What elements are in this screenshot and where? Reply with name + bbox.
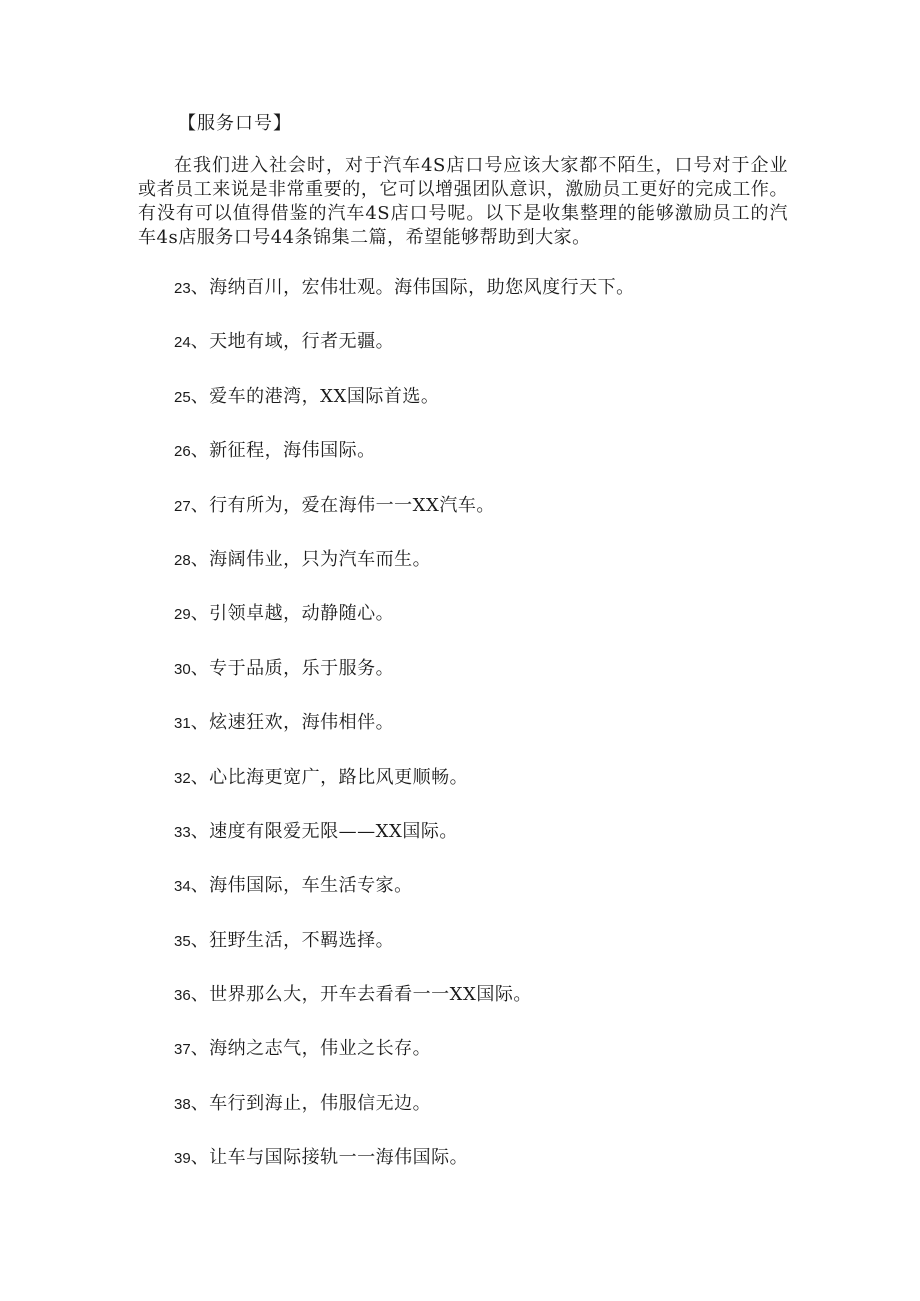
slogan-number: 26 xyxy=(174,443,191,461)
section-heading: 【服务口号】 xyxy=(178,113,292,134)
list-item xyxy=(174,1092,635,1146)
slogan-number: 30 xyxy=(174,660,191,678)
slogan-number: 32 xyxy=(174,769,191,787)
slogan-number: 27 xyxy=(174,497,191,515)
slogan-text: 、车行到海止，伟服信无边。 xyxy=(190,1092,432,1114)
slogan-list xyxy=(174,276,635,1201)
slogan-text: 、狂野生活，不羁选择。 xyxy=(190,929,395,951)
slogan-number: 25 xyxy=(174,388,191,406)
slogan-text: 、世界那么大，开车去看看一一XX国际。 xyxy=(190,984,532,1006)
list-item xyxy=(174,276,635,330)
slogan-text: 、心比海更宽广，路比风更顺畅。 xyxy=(190,766,469,788)
slogan-text: 、行有所为，爱在海伟一一XX汽车。 xyxy=(190,494,495,516)
list-item xyxy=(174,766,635,820)
slogan-text: 、让车与国际接轨一一海伟国际。 xyxy=(190,1147,469,1169)
slogan-number: 36 xyxy=(174,987,191,1005)
slogan-text: 、海伟国际，车生活专家。 xyxy=(190,875,413,897)
list-item xyxy=(174,330,635,384)
slogan-number: 28 xyxy=(174,551,191,569)
list-item xyxy=(174,983,635,1037)
slogan-text: 、速度有限爱无限——XX国际。 xyxy=(190,820,458,842)
list-item xyxy=(174,494,635,548)
list-item xyxy=(174,1146,635,1200)
slogan-number: 38 xyxy=(174,1095,191,1113)
list-item xyxy=(174,385,635,439)
list-item xyxy=(174,657,635,711)
slogan-number: 39 xyxy=(174,1150,191,1168)
slogan-text: 、专于品质，乐于服务。 xyxy=(190,657,395,679)
slogan-text: 、炫速狂欢，海伟相伴。 xyxy=(190,712,395,734)
list-item xyxy=(174,602,635,656)
slogan-number: 33 xyxy=(174,823,191,841)
slogan-text: 、海阔伟业，只为汽车而生。 xyxy=(190,548,432,570)
list-item xyxy=(174,874,635,928)
list-item xyxy=(174,439,635,493)
slogan-number: 24 xyxy=(174,334,191,352)
list-item xyxy=(174,548,635,602)
slogan-number: 23 xyxy=(174,280,191,297)
slogan-text: 、海纳百川，宏伟壮观。海伟国际，助您风度行天下。 xyxy=(190,277,635,298)
slogan-number: 29 xyxy=(174,606,191,624)
list-item xyxy=(174,1037,635,1091)
slogan-number: 34 xyxy=(174,878,191,896)
slogan-text: 、天地有域，行者无疆。 xyxy=(190,331,395,353)
intro-paragraph: 在我们进入社会时，对于汽车4S店口号应该大家都不陌生，口号对于企业或者员工来说是非常重要的，它可以增强团队意识，激励员工更好的完成工作。有没有可以值得借鉴的汽车4S店口号呢。以下是收集整理的能够激励员工的汽车4s店服务口号44条锦集二篇，希望能够帮助到大家。 xyxy=(138,155,788,248)
slogan-text: 、引领卓越，动静随心。 xyxy=(190,603,395,625)
list-item xyxy=(174,929,635,983)
slogan-number: 35 xyxy=(174,932,191,950)
list-item xyxy=(174,711,635,765)
slogan-text: 、新征程，海伟国际。 xyxy=(190,440,376,462)
slogan-text: 、海纳之志气，伟业之长存。 xyxy=(190,1038,432,1060)
slogan-text: 、爱车的港湾，XX国际首选。 xyxy=(190,385,440,407)
slogan-number: 37 xyxy=(174,1041,191,1059)
slogan-number: 31 xyxy=(174,715,191,733)
list-item xyxy=(174,820,635,874)
